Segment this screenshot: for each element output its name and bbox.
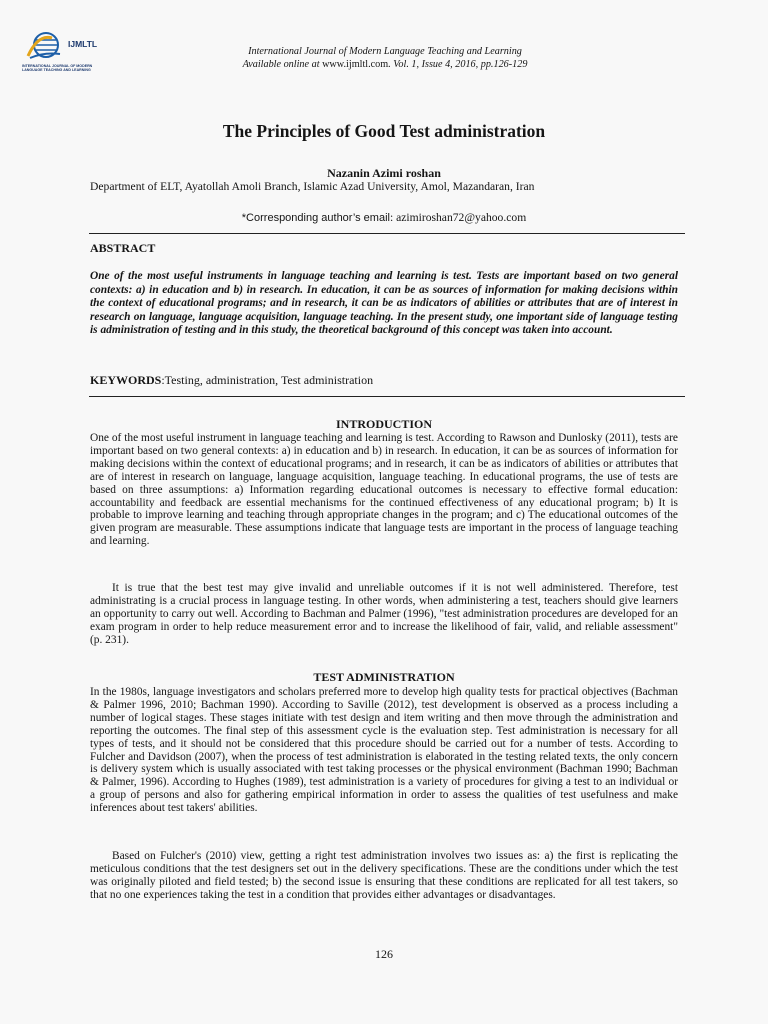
page-number: 126 <box>375 947 393 961</box>
test-administration-paragraph-2: Based on Fulcher's (2010) view, getting a right test administration involves two issues as: a) the first is replicating the meticulous conditions that the test designers set out in the delivery specifications. These are the conditions under which the test was originally piloted and field tested; b) the second issue is ensuring that these conditions are replicated for all test takers, so that no one experiences taking the test in a condition that provides either advantages or disadvantages. <box>90 850 678 901</box>
logo-name: IJMLTL <box>68 39 98 49</box>
keywords-text: :Testing, administration, Test administration <box>161 373 374 387</box>
journal-logo <box>22 30 110 78</box>
journal-availability <box>200 58 570 71</box>
logo-subtitle: INTERNATIONAL JOURNAL OF MODERN LANGUAGE TEACHING AND LEARNING <box>22 64 93 73</box>
paper-title: The Principles of Good Test administration <box>222 121 546 141</box>
availability-prefix: Available online at <box>242 59 323 70</box>
keywords <box>90 373 678 388</box>
journal-name: International Journal of Modern Language Teaching and Learning <box>248 46 522 57</box>
email-label: *Corresponding author’s email <box>241 212 390 224</box>
journal-url[interactable]: www.ijmltl.com <box>322 59 389 70</box>
author-name: Nazanin Azimi roshan <box>327 166 441 180</box>
volume-info: . Vol. 1, Issue 4, 2016, pp.126-129 <box>388 59 528 70</box>
corresponding-author <box>0 211 768 224</box>
email-address[interactable]: azimiroshan72@yahoo.com <box>396 211 527 224</box>
email-separator: : <box>389 211 397 224</box>
globe-icon <box>22 30 66 64</box>
test-administration-paragraph-1: In the 1980s, language investigators and scholars preferred more to develop high quality tests for practical objectives (Bachman & Palmer 1996, 2010; Bachman 1990). According to Saville (2012), test development is observed as a process including a number of logical stages. These stages initiate with test design and item writing and then move through the administration and reporting the outcomes. The final step of this assessment cycle is the evaluation step. Test administration is necessary for all types of tests, and it should not be considered that this procedure should be carried out for a number of tests. According to Fulcher and Davidson (2007), when the process of test administration is elaborated in the testing related texts, the only concern is delivery system which is usually associated with test taking processes or the physical environment (Bachman 1990; Bachman & Palmer, 1996). According to Hughes (1989), test administration is a variety of procedures for giving a test to an individual or a group of persons and also for gathering empirical information in order to assess the qualities of test usefulness and make inferences about test takers' abilities. <box>90 686 678 815</box>
journal-header <box>200 45 570 71</box>
bottom-divider <box>89 396 685 397</box>
keywords-label: KEYWORDS <box>90 373 162 387</box>
introduction-heading: INTRODUCTION <box>335 417 432 431</box>
introduction-paragraph-1: One of the most useful instrument in language teaching and learning is test. According to Rawson and Dunlosky (2011), tests are important based on two general contexts: a) in education and b) in research. In education, it can be as sources of information for making decisions within the context of educational programs; and in research, it can be as indicators of abilities or attributes that are of interest in research on language, language acquisition, language teaching. In educational programs, the use of tests are based on three assumptions: a) Information regarding educational outcomes is necessary to effective formal education: accountability and feedback are essential mechanisms for the continued effectiveness of any educational program; b) It is probable to improve learning and teaching through appropriate changes in the program; and c) The educational outcomes of the given program are measurable. These assumptions indicate that language tests are important in the process of language teaching and learning. <box>90 432 678 548</box>
abstract-heading: ABSTRACT <box>90 241 156 255</box>
top-divider <box>89 233 685 234</box>
author-affiliation: Department of ELT, Ayatollah Amoli Branch, Islamic Azad University, Amol, Mazandaran, Iran <box>90 180 535 193</box>
abstract-body: One of the most useful instruments in language teaching and learning is test. Tests are important based on two general contexts: a) in education and b) in research. In education, it can be as sources of information for making decisions within the context of educational programs; and in research, it can be as indicators of abilities or attributes that are of interest in research on language, language acquisition, language teaching. In the present study, one important side of language testing is administration of testing and in this study, the theoretical background of this concept was taken into account. <box>90 270 678 336</box>
test-administration-heading: TEST ADMINISTRATION <box>313 670 455 684</box>
introduction-paragraph-2: It is true that the best test may give invalid and unreliable outcomes if it is not well administered. Therefore, test administrating is a crucial process in language testing. In other words, when administering a test, teachers should give learners an opportunity to carry out well. According to Bachman and Palmer (1996), "test administration procedures are developed for an exam program in order to help reduce measurement error and to increase the likelihood of fair, valid, and reliable assessment" (p. 231). <box>90 582 678 646</box>
